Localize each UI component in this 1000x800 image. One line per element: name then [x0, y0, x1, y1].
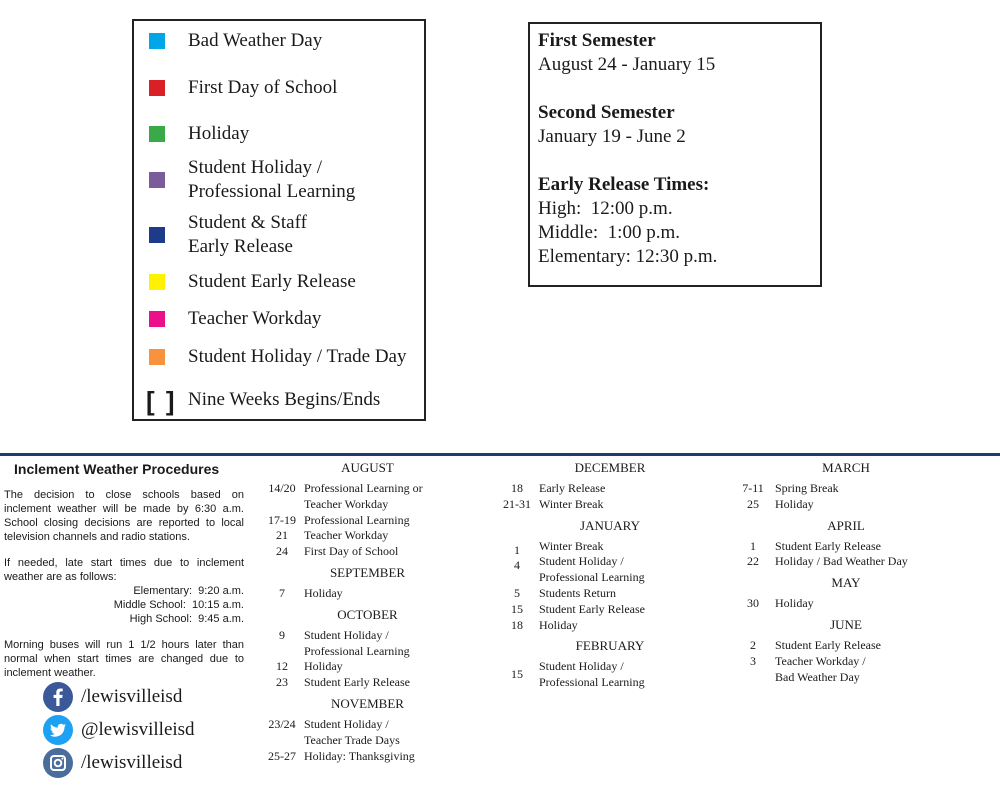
calendar-event: 30 Holiday	[747, 596, 814, 611]
late-start-elementary: Elementary: 9:20 a.m.	[133, 585, 244, 597]
legend-swatch	[149, 311, 165, 327]
instagram-handle[interactable]: /lewisvilleisd	[81, 752, 183, 773]
month-heading-june: JUNE	[830, 616, 862, 632]
calendar-event: 17-19 Professional Learning	[268, 512, 410, 527]
late-start-middle: Middle School: 10:15 a.m.	[113, 599, 244, 611]
early-release-title: Early Release Times:	[538, 174, 710, 195]
late-start-high: High School: 9:45 a.m.	[129, 613, 244, 625]
semester-info-box	[528, 22, 822, 287]
calendar-column-1	[260, 458, 475, 764]
calendar-event: 7 Holiday	[279, 585, 343, 600]
legend-label: Teacher Workday	[188, 308, 322, 329]
legend-label: Student Holiday / Trade Day	[188, 346, 407, 367]
inclement-weather-section	[4, 462, 244, 692]
legend-swatch	[149, 33, 165, 49]
facebook-icon	[43, 682, 73, 712]
month-heading-april: APRIL	[827, 517, 865, 533]
instagram-icon	[43, 748, 73, 778]
calendar-event: 15 Student Holiday / Professional Learning	[511, 659, 645, 690]
calendar-event: 22 Holiday / Bad Weather Day	[747, 554, 908, 569]
late-start-times	[4, 584, 244, 626]
legend-label: Bad Weather Day	[188, 30, 323, 51]
calendar-event: 18 Early Release	[511, 481, 606, 495]
legend-swatch	[149, 172, 165, 188]
calendar-event: 21-31 Winter Break	[503, 496, 604, 511]
first-semester-title: First Semester	[538, 30, 656, 51]
calendar-event: 18 Holiday	[511, 617, 578, 632]
month-heading-march: MARCH	[822, 460, 870, 475]
legend-label: Student Holiday /	[188, 157, 323, 178]
calendar-event: 1 Student Early Release	[750, 538, 881, 553]
calendar-legend	[132, 19, 426, 421]
month-heading-november: NOVEMBER	[331, 695, 404, 711]
inclement-title: Inclement Weather Procedures	[14, 461, 220, 477]
legend-label: Holiday	[188, 123, 250, 144]
calendar-event: 24 First Day of School	[276, 544, 399, 559]
month-heading-october: OCTOBER	[337, 606, 398, 622]
early-release-high: High: 12:00 p.m.	[538, 198, 673, 219]
month-heading-may: MAY	[831, 575, 861, 591]
legend-swatch	[149, 274, 165, 290]
calendar-event: 21 Teacher Workday	[276, 528, 389, 543]
calendar-event: 12 Holiday	[276, 659, 343, 674]
second-semester-title: Second Semester	[538, 102, 675, 123]
calendar-event: 23/24 Student Holiday / Teacher Trade Days	[268, 716, 400, 747]
calendar-event: 15 Student Early Release	[511, 601, 645, 616]
month-heading-september: SEPTEMBER	[329, 564, 406, 580]
legend-label: Student & Staff	[188, 212, 307, 233]
calendar-event: 7-11 Spring Break	[742, 481, 839, 495]
calendar-event: 3 Teacher Workday / Bad Weather Day	[750, 653, 866, 684]
calendar-event: 1 4 Winter Break Student Holiday / Professional Learning	[514, 538, 645, 585]
second-semester-dates: January 19 - June 2	[538, 126, 686, 147]
calendar-event: 25-27 Holiday: Thanksgiving	[268, 748, 415, 763]
facebook-handle[interactable]: /lewisvilleisd	[81, 686, 183, 707]
month-heading-february: FEBRUARY	[575, 638, 645, 654]
legend-label: First Day of School	[188, 77, 338, 98]
month-heading-january: JANUARY	[580, 517, 640, 533]
section-divider	[0, 453, 1000, 456]
month-heading-december: DECEMBER	[574, 460, 646, 475]
inclement-late-start-paragraph: If needed, late start times due to inclement weather are as follows:	[4, 557, 244, 583]
calendar-column-2	[495, 458, 725, 691]
calendar-event: 2 Student Early Release	[750, 637, 881, 652]
early-release-elementary: Elementary: 12:30 p.m.	[538, 246, 718, 267]
legend-label: Nine Weeks Begins/Ends	[188, 389, 381, 410]
calendar-event: 23 Student Early Release	[276, 675, 410, 690]
legend-label: Student Early Release	[188, 271, 356, 292]
calendar-event: 14/20 Professional Learning or Teacher Workday	[268, 481, 423, 511]
early-release-middle: Middle: 1:00 p.m.	[538, 222, 680, 243]
legend-swatch	[149, 80, 165, 96]
twitter-icon	[43, 715, 73, 745]
legend-label-line2: Professional Learning	[188, 181, 356, 202]
twitter-handle[interactable]: @lewisvilleisd	[81, 719, 195, 740]
legend-swatch	[149, 227, 165, 243]
calendar-event: 25 Holiday	[747, 496, 814, 511]
legend-swatch	[149, 349, 165, 365]
legend-label-line2: Early Release	[188, 236, 293, 257]
month-heading-august: AUGUST	[341, 460, 394, 475]
bracket-icon: [ ]	[146, 386, 177, 416]
first-semester-dates: August 24 - January 15	[538, 54, 716, 75]
calendar-column-3	[731, 458, 961, 685]
legend-swatch	[149, 126, 165, 142]
inclement-closing-paragraph: The decision to close schools based on inclement weather will be made by 6:30 a.m. School closing decisions are reported to local television channels and radio stations.	[4, 489, 244, 543]
inclement-bus-paragraph: Morning buses will run 1 1/2 hours later than normal when start times are changed due to inclement weather.	[4, 639, 244, 679]
calendar-event: 9 Student Holiday / Professional Learning	[279, 627, 410, 658]
calendar-event: 5 Students Return	[514, 585, 616, 600]
